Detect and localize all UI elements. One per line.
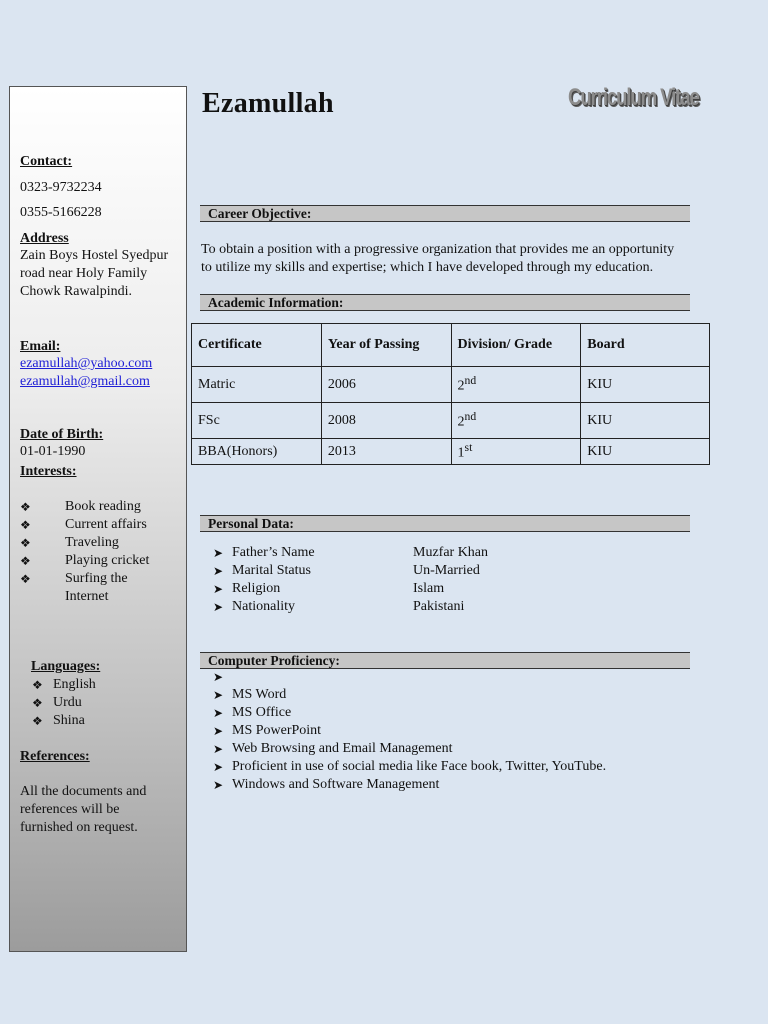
diamond-bullet-icon: ❖ [20,554,31,568]
skill-label: Windows and Software Management [232,777,440,792]
interests-list-wrap [20,498,185,606]
division-suffix: nd [464,374,477,388]
list-item [210,740,710,758]
email-block [20,355,152,391]
list-item [20,676,185,694]
list-item [210,598,660,616]
division-cell [451,403,581,439]
list-item [210,668,710,686]
skill-label: Web Browsing and Email Management [232,741,453,756]
arrow-bullet-icon: ➤ [213,582,224,596]
list-item [20,712,185,730]
division-suffix: nd [464,410,477,424]
diamond-bullet-icon: ❖ [20,572,31,586]
language-label: Urdu [53,695,82,710]
contact-heading: Contact: [20,154,73,169]
personal-label: Religion [232,581,281,596]
academic-table [191,323,710,465]
personal-value: Islam [413,581,445,596]
academic-heading: Academic Information: [200,294,690,311]
list-item [210,580,660,598]
division-number: 1 [457,445,465,461]
references-line: references will be [20,802,120,817]
division-cell [451,367,581,403]
languages-heading: Languages: [31,659,101,674]
table-header-row [192,324,710,367]
board-cell: KIU [581,403,710,439]
skill-label: MS Word [232,687,287,702]
arrow-bullet-icon: ➤ [213,564,224,578]
interest-label: Traveling [65,535,119,550]
page-title: Ezamullah [202,88,334,119]
list-item [20,552,185,570]
personal-value: Muzfar Khan [413,545,489,560]
personal-label: Marital Status [232,563,311,578]
languages-list-wrap [20,676,185,730]
career-line: to utilize my skills and expertise; which I have developed through my education. [201,260,654,275]
list-item [210,544,660,562]
email-link-yahoo[interactable]: ezamullah@yahoo.com [20,356,153,371]
list-item [210,562,660,580]
list-item [20,534,185,552]
list-item [20,516,185,534]
division-cell [451,439,581,465]
arrow-bullet-icon: ➤ [213,546,224,560]
career-line: To obtain a position with a progressive organization that provides me an opportunity [201,242,675,257]
list-item [210,722,710,740]
interest-label: Playing cricket [65,553,150,568]
list-item [210,776,710,794]
interest-label: Current affairs [65,517,147,532]
interest-label-continued: Internet [65,589,109,604]
interest-label: Book reading [65,499,141,514]
language-label: English [53,677,96,692]
arrow-bullet-icon: ➤ [213,778,224,792]
board-cell: KIU [581,367,710,403]
career-objective-heading: Career Objective: [200,205,690,222]
division-number: 2 [457,414,465,430]
diamond-bullet-icon: ❖ [32,678,43,692]
list-item [20,694,185,712]
personal-data-list [210,544,660,616]
personal-label: Father’s Name [232,545,315,560]
column-header: Division/ Grade [451,324,581,367]
address-block [20,247,168,301]
references-line: All the documents and [20,784,147,799]
arrow-bullet-icon: ➤ [213,670,224,684]
phone-2: 0355-5166228 [20,205,102,220]
certificate-cell: Matric [192,367,322,403]
list-item [210,686,710,704]
sidebar [9,86,187,952]
list-item [20,588,185,606]
year-cell: 2013 [321,439,451,465]
column-header: Board [581,324,710,367]
diamond-bullet-icon: ❖ [32,714,43,728]
computer-proficiency-heading: Computer Proficiency: [200,652,690,669]
list-item [210,704,710,722]
board-cell: KIU [581,439,710,465]
list-item [20,498,185,516]
references-line: furnished on request. [20,820,138,835]
phone-1: 0323-9732234 [20,180,102,195]
column-header: Year of Passing [321,324,451,367]
email-link-gmail[interactable]: ezamullah@gmail.com [20,374,150,389]
table-row [192,403,710,439]
arrow-bullet-icon: ➤ [213,760,224,774]
arrow-bullet-icon: ➤ [213,688,224,702]
references-heading: References: [20,749,90,764]
computer-proficiency-list [210,668,710,794]
arrow-bullet-icon: ➤ [213,724,224,738]
arrow-bullet-icon: ➤ [213,742,224,756]
year-cell: 2006 [321,367,451,403]
division-suffix: st [464,441,473,455]
personal-value: Un-Married [413,563,480,578]
diamond-bullet-icon: ❖ [20,500,31,514]
skill-label: MS PowerPoint [232,723,322,738]
table-row [192,367,710,403]
address-heading: Address [20,231,69,246]
interests-heading: Interests: [20,464,77,479]
address-line: Chowk Rawalpindi. [20,284,132,299]
email-heading: Email: [20,339,61,354]
personal-label: Nationality [232,599,295,614]
list-item [210,758,710,776]
interest-label: Surfing the [65,571,128,586]
arrow-bullet-icon: ➤ [213,706,224,720]
diamond-bullet-icon: ❖ [32,696,43,710]
language-label: Shina [53,713,85,728]
career-objective-text [201,241,721,277]
dob-heading: Date of Birth: [20,427,104,442]
skill-label: Proficient in use of social media like Face book, Twitter, YouTube. [232,759,607,774]
year-cell: 2008 [321,403,451,439]
skill-label: MS Office [232,705,292,720]
table-row [192,439,710,465]
division-number: 2 [457,378,465,394]
diamond-bullet-icon: ❖ [20,518,31,532]
dob-value: 01-01-1990 [20,444,86,459]
personal-value: Pakistani [413,599,465,614]
diamond-bullet-icon: ❖ [20,536,31,550]
address-line: Zain Boys Hostel Syedpur [20,248,169,263]
column-header: Certificate [192,324,322,367]
personal-data-heading: Personal Data: [200,515,690,532]
interests-list [20,498,185,606]
list-item [20,570,185,588]
arrow-bullet-icon: ➤ [213,600,224,614]
address-line: road near Holy Family [20,266,148,281]
curriculum-vitae-logo: Curriculum Vitae [568,84,699,111]
certificate-cell: BBA(Honors) [192,439,322,465]
references-block [20,783,146,837]
languages-list [20,676,185,730]
certificate-cell: FSc [192,403,322,439]
